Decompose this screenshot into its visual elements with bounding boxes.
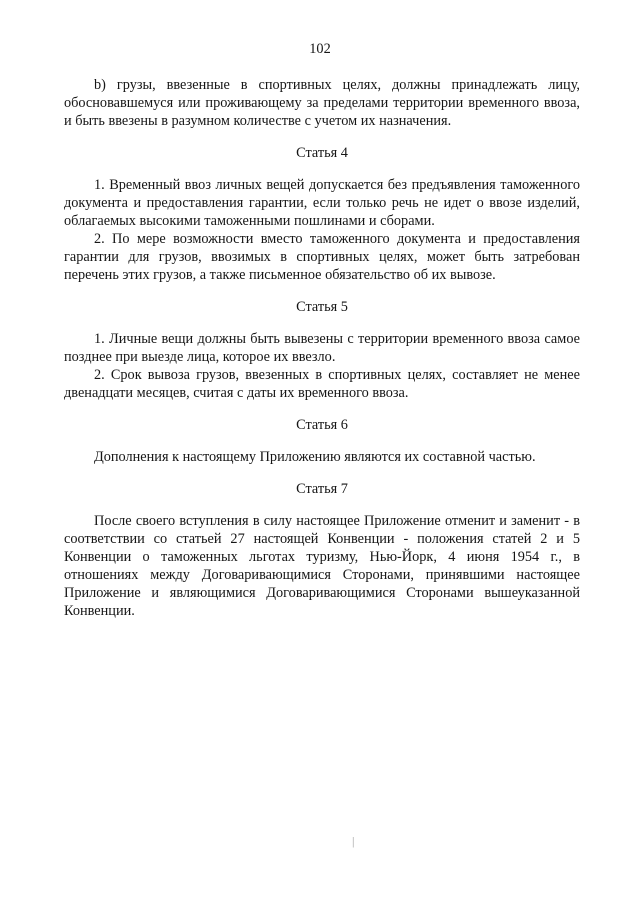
article-6-paragraph-1: Дополнения к настоящему Приложению являются их составной частью. <box>94 449 536 465</box>
page-content <box>64 76 580 620</box>
intro-paragraph-item-b: b) грузы, ввезенные в спортивных целях, должны принадлежать лицу, обосновавшемуся или проживающему за пределами территории временного ввоза, и быть ввезены в разумном количестве с учетом их назначения. <box>64 77 580 129</box>
article-4-paragraph-1: 1. Временный ввоз личных вещей допускается без предъявления таможенного документа и предоставления гарантии, если только речь не идет о ввозе изделий, облагаемых высокими таможенными пошлинами и сборами. <box>64 177 580 229</box>
scan-artifact-mark: | <box>352 834 355 848</box>
page-number: 102 <box>309 41 331 57</box>
article-5-paragraph-1: 1. Личные вещи должны быть вывезены с территории временного ввоза самое позднее при выезде лица, которое их ввезло. <box>64 331 580 365</box>
article-6-heading: Статья 6 <box>296 417 348 433</box>
article-4-paragraph-2: 2. По мере возможности вместо таможенного документа и предоставления гарантии для грузов, ввозимых в спортивных целях, может быть затребован перечень этих грузов, а также письменное обязательство об их вывозе. <box>64 231 580 283</box>
article-7-paragraph-1: После своего вступления в силу настоящее Приложение отменит и заменит - в соответствии со статьей 27 настоящей Конвенции - положения статей 2 и 5 Конвенции о таможенных льготах туризму, Нью-Йорк, 4 июня 1954 г., в отношениях между Договаривающимися Сторонами, принявшими настоящее Приложение и являющимися Договаривающимися Сторонами вышеуказанной Конвенции. <box>64 513 580 619</box>
article-5-paragraph-2: 2. Срок вывоза грузов, ввезенных в спортивных целях, составляет не менее двенадцати месяцев, считая с даты их временного ввоза. <box>64 367 580 401</box>
article-5-heading: Статья 5 <box>296 299 348 315</box>
article-4-heading: Статья 4 <box>296 145 348 161</box>
article-7-heading: Статья 7 <box>296 481 348 497</box>
